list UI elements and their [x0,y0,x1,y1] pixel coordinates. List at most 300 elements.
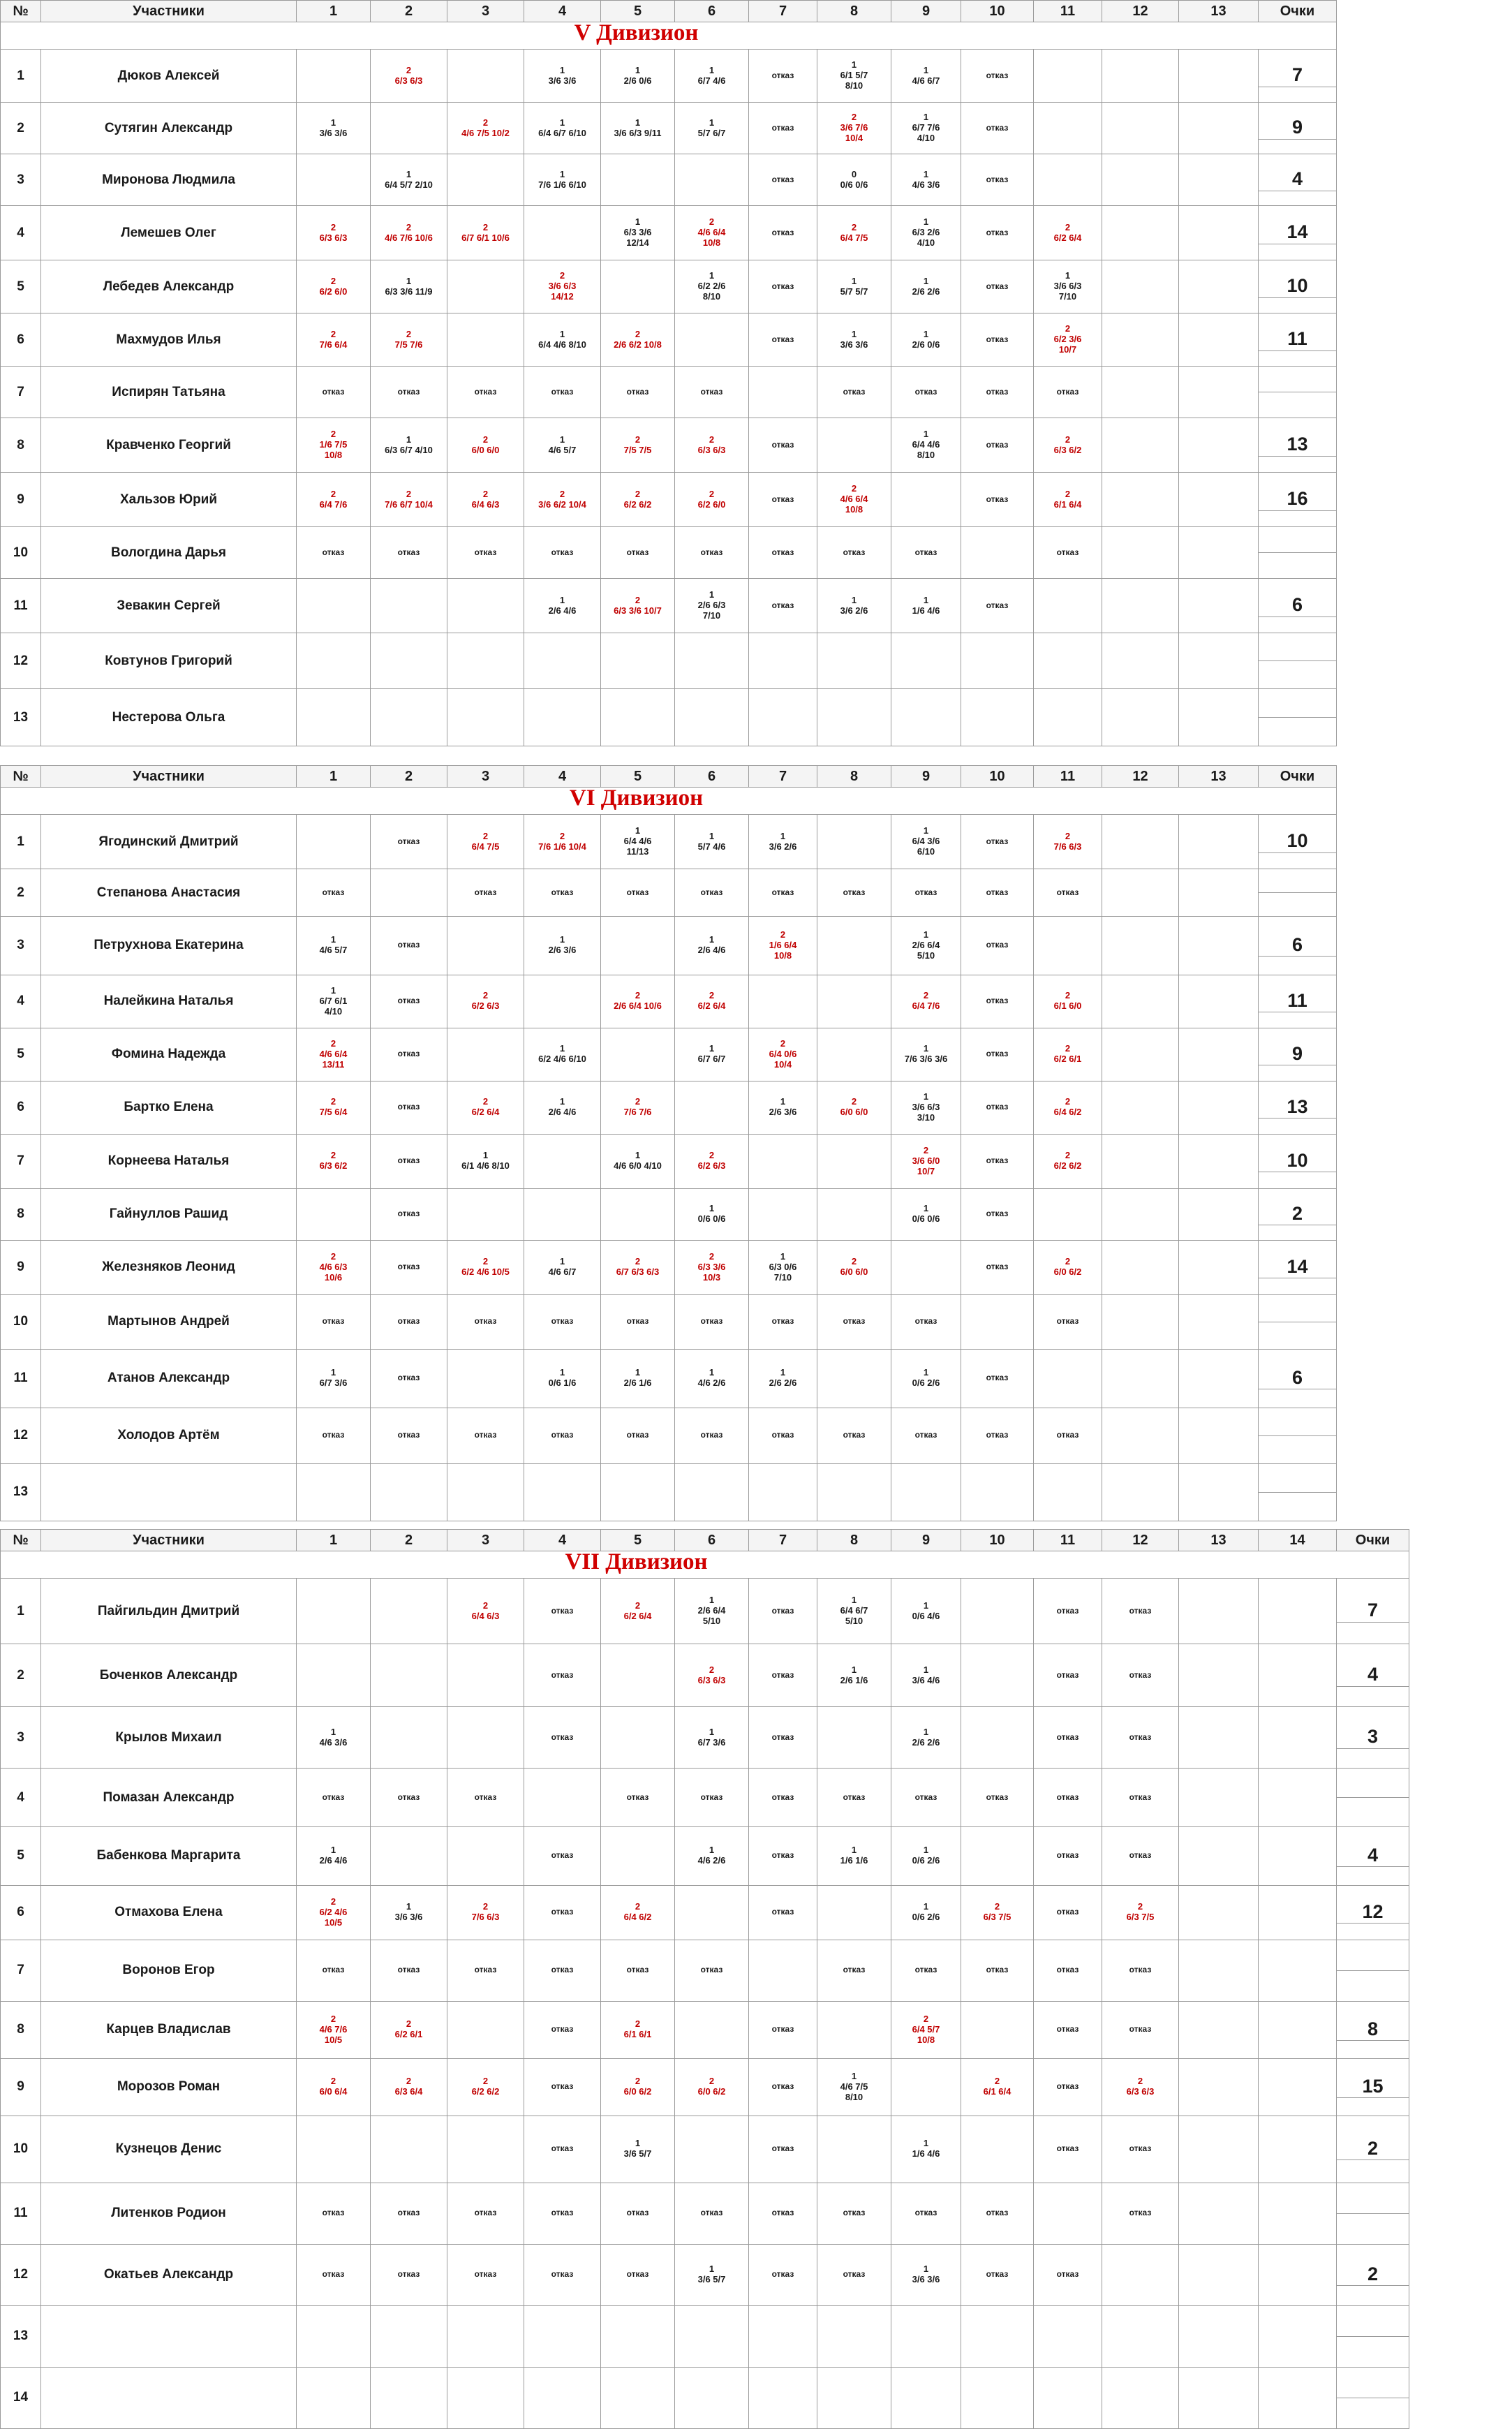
table-row [1,473,1337,527]
match-cell [447,2305,524,2367]
match-cell: 2 7/5 6/4 [297,1081,371,1134]
table-row [1,2367,1409,2428]
match-cell [601,1644,675,1707]
points-box [1337,2213,1409,2214]
points-box [1259,830,1336,852]
match-cell [447,1349,524,1408]
points-value: 2 [1259,1203,1336,1225]
match-cell [524,633,601,689]
points-box [1259,168,1336,191]
match-cell: 2 6/0 6/2 [601,2058,675,2116]
header-col-10: 10 [961,1530,1034,1551]
match-cell: 1 6/3 3/6 12/14 [601,206,675,260]
diagonal-cell [749,367,817,418]
points-cell [1337,1885,1409,1940]
division-title: VI Дивизион [569,785,704,811]
header-col-5: 5 [601,1,675,22]
table-row [1,1028,1337,1081]
title-spacer [961,788,1034,815]
division-7-table [0,1529,1409,2429]
row-number: 3 [1,1707,41,1769]
match-cell: 1 6/4 4/6 11/13 [601,815,675,869]
match-cell [371,689,447,746]
match-cell: 1 0/6 2/6 [891,1827,961,1886]
match-cell: 2 6/4 6/3 [447,1579,524,1644]
points-box [1259,117,1336,139]
row-number: 12 [1,633,41,689]
match-cell [1179,1707,1259,1769]
header-row [1,1,1337,22]
match-cell [297,2116,371,2183]
row-number: 14 [1,2367,41,2428]
match-cell: 2 7/6 6/4 [297,313,371,367]
match-cell: 1 4/6 3/6 [297,1707,371,1769]
match-cell: отказ [601,1940,675,2001]
title-spacer [1102,1551,1179,1579]
title-spacer [1179,788,1259,815]
points-box [1259,64,1336,87]
title-spacer [749,788,817,815]
match-cell: отказ [675,1769,749,1827]
match-cell: отказ [297,2244,371,2305]
match-cell [1102,313,1179,367]
match-cell: отказ [1102,1769,1179,1827]
row-number: 4 [1,1769,41,1827]
match-cell: 1 2/6 1/6 [817,1644,891,1707]
header-col-7: 7 [749,766,817,788]
match-cell: отказ [675,367,749,418]
diagonal-cell [601,1827,675,1886]
participant-name: Лемешев Олег [41,206,297,260]
match-cell: 1 1/6 4/6 [891,2116,961,2183]
points-cell [1259,917,1337,975]
diagonal-cell [1102,2244,1179,2305]
match-cell: отказ [1034,367,1102,418]
match-cell: отказ [447,2183,524,2244]
match-cell [1179,1940,1259,2001]
table-row [1,2244,1409,2305]
match-cell: 1 2/6 1/6 [601,1349,675,1408]
match-cell: 2 6/0 6/4 [297,2058,371,2116]
match-cell: отказ [524,1707,601,1769]
title-spacer [1034,22,1102,50]
points-box [1337,2264,1409,2286]
match-cell [601,2305,675,2367]
match-cell [1179,206,1259,260]
diagonal-cell [675,1885,749,1940]
match-cell [1179,1827,1259,1886]
match-cell: 2 4/6 6/4 10/8 [675,206,749,260]
points-value [1337,2336,1409,2337]
points-cell [1259,1240,1337,1294]
points-cell [1259,50,1337,103]
match-cell: отказ [297,367,371,418]
match-cell: 2 6/2 6/2 [447,2058,524,2116]
match-cell: отказ [371,1028,447,1081]
participant-name: Мартынов Андрей [41,1294,297,1349]
header-col-4: 4 [524,1530,601,1551]
diagonal-cell [1102,1408,1179,1463]
match-cell [1102,579,1179,633]
match-cell: 2 6/2 6/2 [1034,1134,1102,1188]
match-cell: отказ [447,1408,524,1463]
match-cell [297,1188,371,1240]
match-cell: 2 7/6 7/6 [601,1081,675,1134]
match-cell: отказ [891,367,961,418]
row-number: 4 [1,975,41,1028]
title-spacer [1179,1551,1259,1579]
match-cell: отказ [371,1081,447,1134]
table-row [1,154,1337,206]
match-cell [1179,1028,1259,1081]
points-cell [1259,1349,1337,1408]
match-cell: отказ [749,579,817,633]
participant-name: Фомина Надежда [41,1028,297,1081]
match-cell: отказ [447,1940,524,2001]
match-cell: отказ [961,50,1034,103]
points-value [1259,892,1336,893]
match-cell: 1 3/6 3/6 [297,103,371,154]
points-box [1259,934,1336,957]
match-cell [675,2367,749,2428]
row-number: 13 [1,1463,41,1521]
match-cell: отказ [371,1188,447,1240]
match-cell: отказ [371,2183,447,2244]
match-cell: отказ [817,1769,891,1827]
match-cell: отказ [297,1294,371,1349]
match-cell: отказ [961,1081,1034,1134]
points-value: 6 [1259,1367,1336,1389]
match-cell: 1 1/6 1/6 [817,1827,891,1886]
points-box [1259,660,1336,661]
match-cell: 2 6/3 6/3 [1102,2058,1179,2116]
match-cell: 1 3/6 2/6 [749,815,817,869]
row-number: 9 [1,2058,41,2116]
match-cell: 2 6/2 4/6 10/5 [297,1885,371,1940]
match-cell: 1 6/4 4/6 8/10 [524,313,601,367]
match-cell: 1 6/4 4/6 8/10 [891,418,961,473]
division-title-cell [524,1551,749,1579]
match-cell: 1 2/6 2/6 [891,1707,961,1769]
row-number: 8 [1,418,41,473]
match-cell: отказ [961,869,1034,917]
points-cell [1337,2058,1409,2116]
match-cell: отказ [891,2183,961,2244]
match-cell [447,1463,524,1521]
points-cell [1259,869,1337,917]
row-number: 8 [1,1188,41,1240]
participant-name: Кузнецов Денис [41,2116,297,2183]
match-cell: отказ [749,418,817,473]
match-cell: отказ [1034,869,1102,917]
match-cell: отказ [371,1940,447,2001]
match-cell: 2 6/3 6/3 [297,206,371,260]
match-cell: 1 0/6 2/6 [891,1885,961,1940]
row-number: 3 [1,154,41,206]
match-cell: 1 6/3 0/6 7/10 [749,1240,817,1294]
match-cell [1102,154,1179,206]
row-number: 1 [1,1579,41,1644]
points-value [1337,2213,1409,2214]
match-cell [1259,1644,1337,1707]
match-cell: 1 2/6 0/6 [891,313,961,367]
points-value: 11 [1259,328,1336,350]
match-cell: 2 6/4 7/5 [447,815,524,869]
diagonal-cell [817,1188,891,1240]
participant-name: Гайнуллов Рашид [41,1188,297,1240]
match-cell: 1 6/1 5/7 8/10 [817,50,891,103]
header-col-13: 13 [1179,1530,1259,1551]
match-cell [961,2001,1034,2058]
match-cell: отказ [961,260,1034,313]
points-value: 13 [1259,1096,1336,1118]
match-cell [371,1827,447,1886]
match-cell: отказ [371,367,447,418]
match-cell [1102,418,1179,473]
match-cell: 1 5/7 5/7 [817,260,891,313]
match-cell: отказ [1102,1707,1179,1769]
match-cell [817,1028,891,1081]
row-number: 9 [1,1240,41,1294]
match-cell: 2 6/4 6/2 [1034,1081,1102,1134]
match-cell [749,2367,817,2428]
row-number: 10 [1,2116,41,2183]
match-cell: отказ [1102,2001,1179,2058]
match-cell: отказ [961,1240,1034,1294]
participant-name: Окатьев Александр [41,2244,297,2305]
points-box [1259,434,1336,456]
participant-name: Железняков Леонид [41,1240,297,1294]
match-cell [524,689,601,746]
match-cell: 1 6/7 4/6 [675,50,749,103]
points-cell [1337,1827,1409,1886]
match-cell: отказ [1102,1940,1179,2001]
points-box [1259,1256,1336,1278]
points-cell [1337,2001,1409,2058]
header-col-12: 12 [1102,1530,1179,1551]
match-cell [891,689,961,746]
match-cell [297,689,371,746]
match-cell [961,1644,1034,1707]
match-cell: отказ [297,1940,371,2001]
match-cell: 2 4/6 6/4 10/8 [817,473,891,527]
row-number: 1 [1,815,41,869]
points-cell [1259,1408,1337,1463]
match-cell: отказ [749,260,817,313]
diagonal-cell [749,1134,817,1188]
match-cell: 2 3/6 6/2 10/4 [524,473,601,527]
match-cell [1259,1940,1337,2001]
points-cell [1337,2183,1409,2244]
points-value: 6 [1259,934,1336,957]
points-box [1259,594,1336,617]
participant-name: Крылов Михаил [41,1707,297,1769]
match-cell: 1 0/6 0/6 [891,1188,961,1240]
title-spacer [371,788,447,815]
match-cell: 2 6/3 3/6 10/7 [601,579,675,633]
match-cell [601,154,675,206]
match-cell: 1 3/6 4/6 [891,1644,961,1707]
title-spacer [41,788,297,815]
title-spacer [297,1551,371,1579]
points-value: 11 [1259,990,1336,1012]
match-cell: 1 4/6 2/6 [675,1349,749,1408]
match-cell: отказ [961,975,1034,1028]
points-cell [1337,1769,1409,1827]
table-row [1,1408,1337,1463]
match-cell [961,1579,1034,1644]
match-cell: отказ [601,1294,675,1349]
diagonal-cell [601,260,675,313]
table-row [1,2058,1409,2116]
match-cell: отказ [601,527,675,579]
diagonal-cell [447,154,524,206]
match-cell: отказ [961,103,1034,154]
match-cell [447,313,524,367]
division-title: VII Дивизион [565,1549,708,1575]
match-cell: отказ [749,313,817,367]
diagonal-cell [817,2001,891,2058]
match-cell [1034,50,1102,103]
match-cell: отказ [371,1240,447,1294]
match-cell [1179,527,1259,579]
match-cell: 1 7/6 3/6 3/6 [891,1028,961,1081]
points-value: 6 [1259,594,1336,617]
match-cell: 2 7/6 6/7 10/4 [371,473,447,527]
title-spacer [1102,22,1179,50]
match-cell [1179,1240,1259,1294]
header-col-6: 6 [675,766,749,788]
header-col-14: 14 [1259,1530,1337,1551]
match-cell: 2 6/1 6/4 [1034,473,1102,527]
points-value [1259,552,1336,553]
title-spacer [1259,788,1337,815]
match-cell: 2 6/2 6/3 [675,1134,749,1188]
header-num: № [1,1530,41,1551]
match-cell [891,1463,961,1521]
table-row [1,1827,1409,1886]
points-value: 9 [1259,1043,1336,1065]
match-cell: отказ [675,1940,749,2001]
header-col-8: 8 [817,1530,891,1551]
participant-name [41,2305,297,2367]
points-cell [1259,1028,1337,1081]
title-spacer [817,1551,891,1579]
header-col-10: 10 [961,766,1034,788]
diagonal-cell [297,50,371,103]
participant-name: Ягодинский Дмитрий [41,815,297,869]
match-cell [1179,869,1259,917]
match-cell: отказ [371,1769,447,1827]
match-cell: 1 6/7 3/6 [675,1707,749,1769]
diagonal-cell [1259,2367,1337,2428]
match-cell: отказ [297,1769,371,1827]
diagonal-cell [675,313,749,367]
match-cell: отказ [749,2058,817,2116]
title-spacer [297,22,371,50]
title-spacer [447,22,524,50]
points-box [1337,1797,1409,1798]
match-cell [961,633,1034,689]
points-value [1259,717,1336,718]
match-cell: 2 6/3 6/3 [675,1644,749,1707]
match-cell: 2 6/0 6/0 [817,1081,891,1134]
title-spacer [961,1551,1034,1579]
match-cell [1102,473,1179,527]
header-col-11: 11 [1034,766,1102,788]
match-cell: отказ [817,1408,891,1463]
table-row [1,2116,1409,2183]
diagonal-cell [371,103,447,154]
row-number: 9 [1,473,41,527]
participant-name: Махмудов Илья [41,313,297,367]
match-cell: 2 6/4 0/6 10/4 [749,1028,817,1081]
match-cell [817,1463,891,1521]
match-cell: отказ [891,527,961,579]
match-cell: отказ [749,1294,817,1349]
title-spacer [1034,1551,1102,1579]
match-cell: 1 2/6 4/6 [524,579,601,633]
match-cell [675,633,749,689]
points-value: 13 [1259,434,1336,456]
match-cell [1102,50,1179,103]
match-cell: отказ [1034,1408,1102,1463]
match-cell [524,2305,601,2367]
match-cell [1179,1408,1259,1463]
match-cell: отказ [675,869,749,917]
match-cell [1179,1081,1259,1134]
match-cell [1179,2116,1259,2183]
match-cell: отказ [749,1707,817,1769]
title-spacer [1259,22,1337,50]
match-cell: отказ [961,418,1034,473]
diagonal-cell [1034,579,1102,633]
match-cell: отказ [524,869,601,917]
title-spacer [749,1551,817,1579]
match-cell [1259,2305,1337,2367]
match-cell: отказ [524,2116,601,2183]
row-number: 6 [1,313,41,367]
header-col-13: 13 [1179,1,1259,22]
title-spacer [1,1551,41,1579]
points-value: 7 [1337,1600,1409,1622]
match-cell: 1 4/6 7/5 8/10 [817,2058,891,2116]
match-cell: 1 6/7 3/6 [297,1349,371,1408]
match-cell [1179,1885,1259,1940]
match-cell: отказ [961,2244,1034,2305]
diagonal-cell [1102,633,1179,689]
match-cell: отказ [371,1349,447,1408]
match-cell: отказ [524,2244,601,2305]
points-cell [1259,313,1337,367]
match-cell: 1 6/2 2/6 8/10 [675,260,749,313]
participant-name: Дюков Алексей [41,50,297,103]
points-cell [1337,2116,1409,2183]
table-row [1,815,1337,869]
match-cell: отказ [675,1408,749,1463]
match-cell: 1 6/4 5/7 2/10 [371,154,447,206]
match-cell [1179,917,1259,975]
match-cell: 1 4/6 6/0 4/10 [601,1134,675,1188]
participant-name: Боченков Александр [41,1644,297,1707]
match-cell: отказ [371,917,447,975]
match-cell: отказ [891,1940,961,2001]
match-cell: отказ [817,869,891,917]
match-cell [891,2367,961,2428]
match-cell [371,579,447,633]
match-cell: 1 3/6 3/6 [524,50,601,103]
match-cell: отказ [1034,1644,1102,1707]
